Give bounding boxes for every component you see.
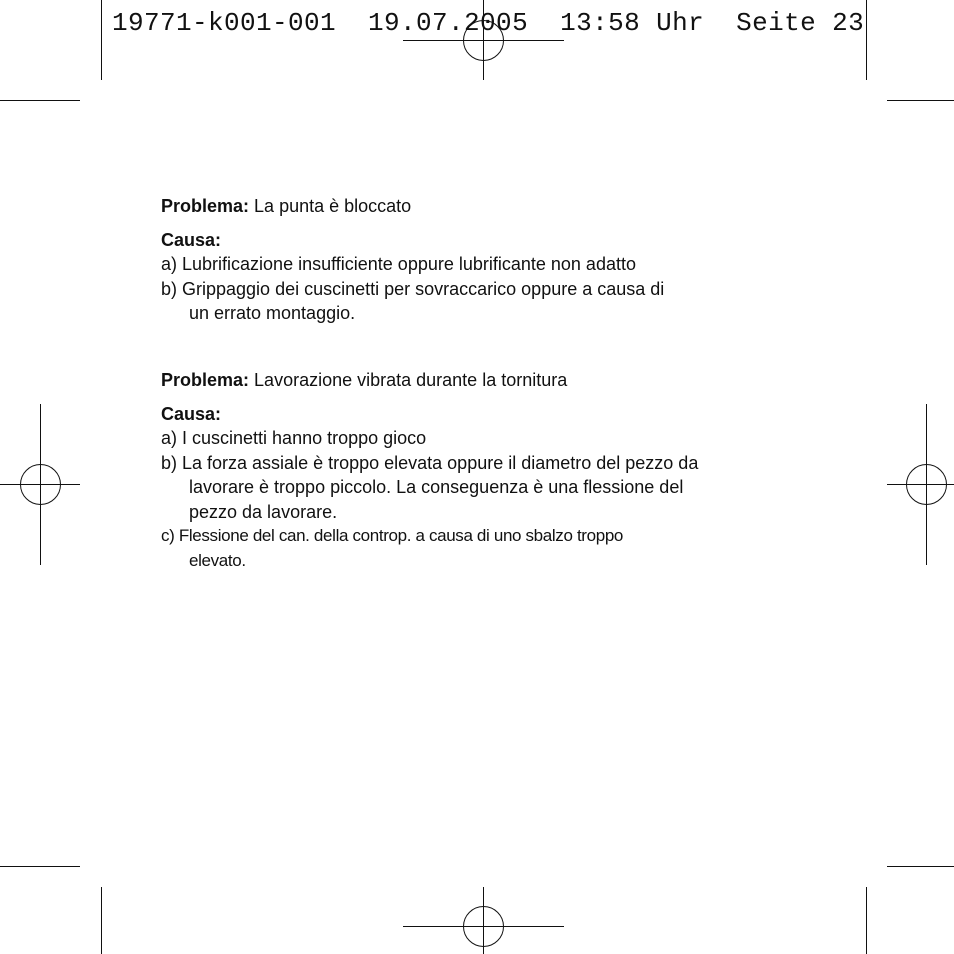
cause-item-b-continuation: lavorare è troppo piccolo. La conseguenza è una flessione del: [189, 477, 684, 497]
cause-item-b: b) Grippaggio dei cuscinetti per sovraccarico oppure a causa di: [161, 278, 665, 299]
problem-text: Lavorazione vibrata durante la tornitura: [254, 370, 568, 390]
cause-item-c-continuation: elevato.: [189, 550, 246, 570]
cause-item-b-continuation: pezzo da lavorare.: [189, 501, 338, 522]
cause-label: Causa:: [161, 403, 222, 424]
cause-item-c: c) Flessione del can. della controp. a causa di uno sbalzo troppo: [161, 526, 624, 545]
cause-item-a: a) I cuscinetti hanno troppo gioco: [161, 428, 427, 448]
cause-item-a: a) Lubrificazione insufficiente oppure lubrificante non adatto: [161, 254, 636, 274]
cause-label: Causa:: [161, 229, 222, 250]
registration-mark-bottom: [403, 887, 564, 954]
problem-text: La punta è bloccato: [254, 196, 412, 216]
cause-item-b: b) La forza assiale è troppo elevata oppure il diametro del pezzo da: [161, 452, 699, 473]
cause-item-b-continuation: un errato montaggio.: [189, 303, 356, 323]
problem-line: [161, 368, 821, 393]
problem-line: [161, 194, 821, 219]
registration-mark-left: [0, 404, 80, 565]
problem-label: Problema:: [161, 370, 250, 390]
problem-section-1: [161, 194, 821, 326]
print-slug: 19771-k001-001 19.07.2005 13:58 Uhr Seite 23: [112, 8, 865, 38]
problem-section-2: [161, 368, 821, 573]
problem-label: Problema:: [161, 196, 250, 216]
registration-mark-right: [887, 404, 954, 565]
